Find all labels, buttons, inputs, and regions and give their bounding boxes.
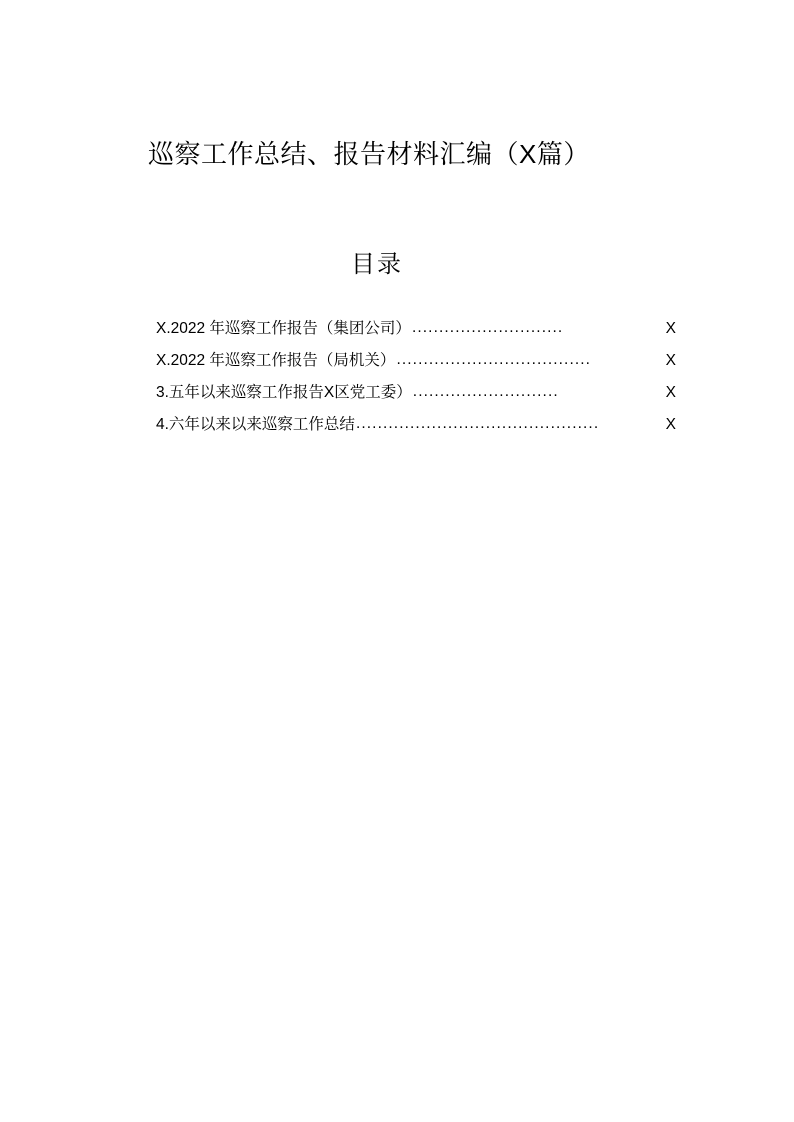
toc-entry[interactable] [156, 345, 676, 377]
toc-entry-page: X [665, 320, 676, 338]
toc-entry-leader: ............................................. [355, 414, 600, 432]
toc-entry-label: 4.六年以来以来巡察工作总结 [156, 415, 355, 433]
toc-entry-label: X.2022 年巡察工作报告（局机关） [156, 352, 396, 370]
toc-entry[interactable] [156, 377, 676, 409]
toc-entry[interactable] [156, 313, 676, 345]
toc-entry-page: X [665, 383, 676, 401]
toc-entry-page: X [665, 415, 676, 433]
toc-entry-page: X [665, 352, 676, 370]
toc-entry-label: 3.五年以来巡察工作报告X区党工委） [156, 383, 412, 401]
toc-entry-leader: ........................... [412, 382, 559, 400]
table-of-contents [148, 279, 676, 440]
toc-heading: 目录 [351, 252, 403, 279]
toc-entry-label: X.2022 年巡察工作报告（集团公司） [156, 320, 411, 338]
page-title: 巡察工作总结、报告材料汇编（X篇） [148, 139, 590, 169]
toc-entry-leader: .................................... [396, 351, 592, 369]
toc-entry-leader: ............................ [411, 319, 564, 337]
toc-entry[interactable] [156, 409, 676, 441]
